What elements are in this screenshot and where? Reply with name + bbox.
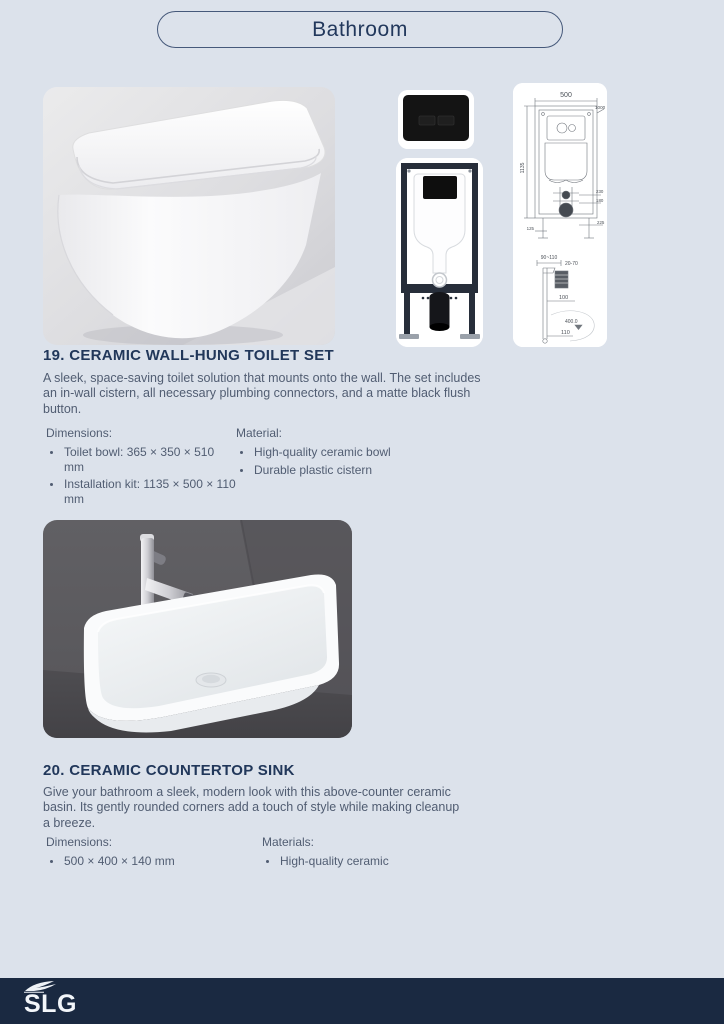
- flush-plate-illustration: [398, 90, 474, 149]
- spec-list: [262, 854, 389, 869]
- cistern-frame-image: [396, 158, 483, 347]
- spec-item: • High-quality ceramic: [279, 854, 389, 869]
- dim-front-right-c: 225: [597, 220, 605, 225]
- product-20-materials-column: [262, 835, 389, 872]
- toilet-product-image: [43, 87, 335, 345]
- dim-front-width: 500: [560, 92, 572, 99]
- spec-heading: Dimensions:: [46, 835, 113, 849]
- dim-side-wall-depth: 90~110: [540, 255, 558, 261]
- dim-side-adjust: 20-70: [565, 261, 578, 267]
- product-19-title: 19. CERAMIC WALL-HUNG TOILET SET: [43, 347, 334, 364]
- spec-heading: Material:: [236, 426, 283, 440]
- spec-item: • High-quality ceramic bowl: [253, 445, 391, 460]
- dim-side-outlet: 110: [561, 330, 570, 336]
- product-20-dimensions-column: [46, 835, 262, 872]
- dim-front-right-b: 180: [596, 198, 604, 203]
- spec-heading: Materials:: [262, 835, 315, 849]
- page-header-pill: [157, 11, 563, 48]
- product-19-description: A sleek, space-saving toilet solution that mounts onto the wall. The set includes an in-wall cistern, all necessary plumbing connectors, and a matte black flush button.: [43, 371, 481, 416]
- product-20-description: Give your bathroom a sleek, modern look with this above-counter ceramic basin. Its gently rounded corners add a touch of style while making cleanup a breeze.: [43, 785, 460, 830]
- product-19-dimensions-column: [46, 426, 236, 509]
- product-20-title: 20. CERAMIC COUNTERTOP SINK: [43, 762, 295, 779]
- spec-list: [236, 445, 391, 477]
- dim-side-height-mark: 400.0: [565, 319, 578, 325]
- product-19-material-column: [236, 426, 391, 509]
- dim-front-right-a: 230: [596, 189, 604, 194]
- technical-drawing: [513, 83, 607, 347]
- spec-item: • 500 × 400 × 140 mm: [63, 854, 262, 869]
- toilet-illustration: [43, 87, 335, 345]
- footer-bar: [0, 978, 724, 1024]
- spec-item: • Installation kit: 1135 × 500 × 110 mm: [63, 477, 236, 506]
- spec-list: [46, 854, 262, 869]
- dim-front-left-a: 125: [526, 226, 534, 231]
- spec-item: • Durable plastic cistern: [253, 463, 391, 478]
- company-logo: [24, 980, 77, 1017]
- spec-item: • Toilet bowl: 365 × 350 × 510 mm: [63, 445, 236, 474]
- product-20-specs: [46, 835, 389, 872]
- spec-heading: Dimensions:: [46, 426, 113, 440]
- dim-front-height: 1135: [520, 162, 526, 174]
- sink-product-image: [43, 520, 352, 738]
- product-19-specs: [46, 426, 391, 509]
- sink-illustration: [43, 520, 352, 738]
- dim-front-top-right: 1000: [595, 105, 606, 110]
- cistern-frame-illustration: [396, 158, 483, 347]
- dim-side-center: 100: [559, 295, 569, 301]
- spec-list: [46, 445, 236, 506]
- page-title: Bathroom: [312, 17, 408, 41]
- technical-drawing-image: [513, 83, 607, 347]
- flush-plate-image: [398, 90, 474, 149]
- logo-text: SLG: [24, 990, 77, 1018]
